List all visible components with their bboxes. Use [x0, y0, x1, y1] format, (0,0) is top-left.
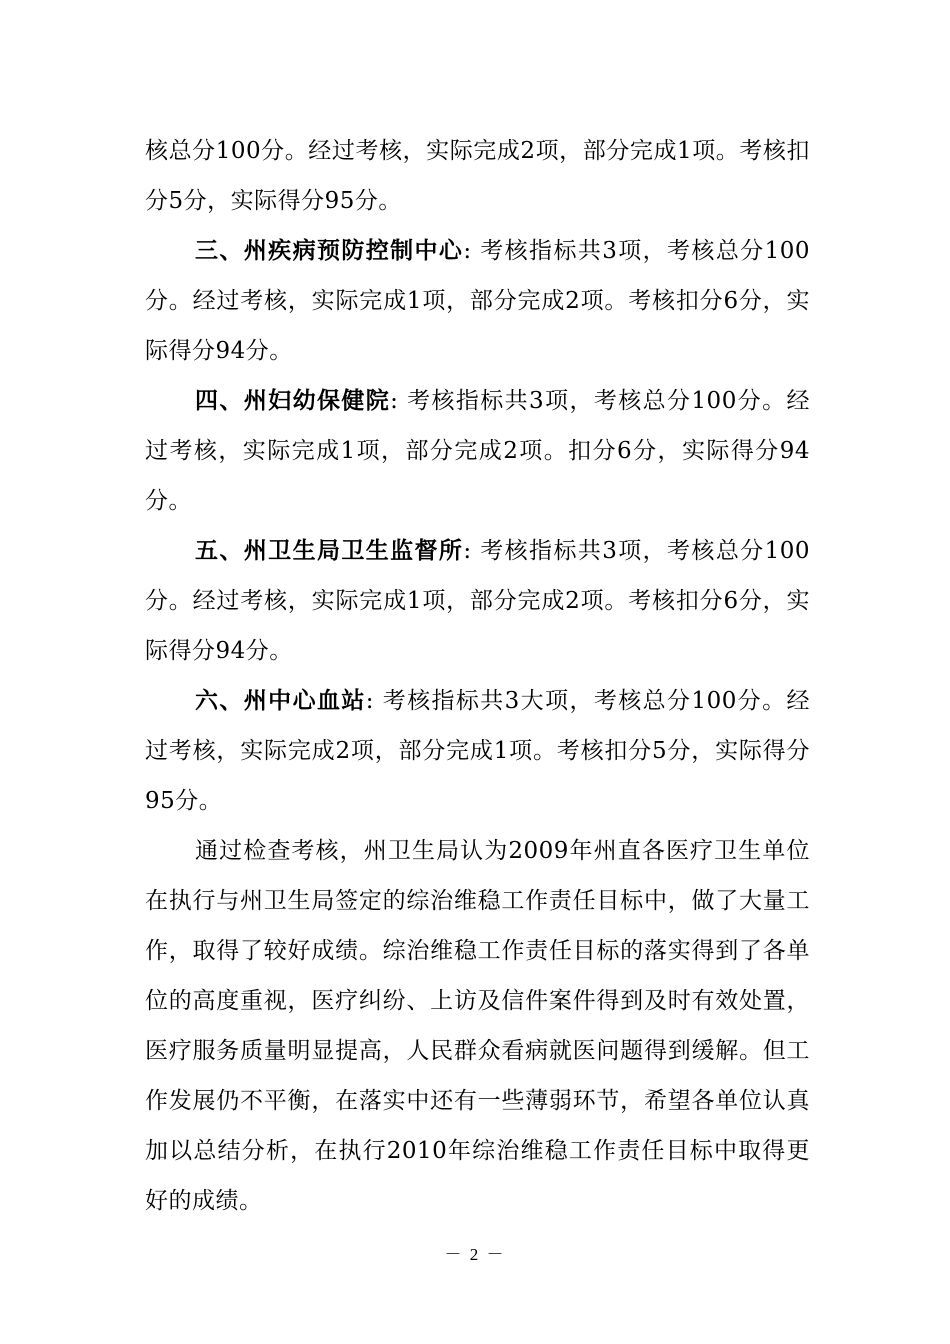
section-heading: 六、州中心血站 [195, 687, 366, 714]
section-heading: 五、州卫生局卫生监督所 [195, 537, 464, 564]
paragraph-maternal-child-hospital [145, 376, 810, 526]
document-body [145, 126, 810, 1226]
paragraph-text: : 考核指标共3大项，考核总分100分。经过考核，实际完成2项，部分完成1项。考核扣分5分，实际得分95分。 [145, 688, 811, 814]
paragraph-conclusion [145, 826, 810, 1226]
paragraph-health-supervision [145, 526, 810, 676]
paragraph-text: 核总分100分。经过考核，实际完成2项，部分完成1项。考核扣分5分，实际得分95分。 [145, 138, 810, 214]
paragraph-continuation [145, 126, 810, 226]
section-heading: 四、州妇幼保健院 [195, 387, 391, 414]
page-number: － 2 － [444, 1245, 506, 1264]
paragraph-text: : 考核指标共3项，考核总分100分。经过考核，实际完成1项，部分完成2项。扣分6分，实际得分94分。 [145, 388, 811, 514]
paragraph-cdc [145, 226, 810, 376]
paragraph-text: 通过检查考核，州卫生局认为2009年州直各医疗卫生单位在执行与州卫生局签定的综治维稳工作责任目标中，做了大量工作，取得了较好成绩。综治维稳工作责任目标的落实得到了各单位的高度重视，医疗纠纷、上访及信件案件得到及时有效处置，医疗服务质量明显提高，人民群众看病就医问题得到缓解。但工作发展仍不平衡，在落实中还有一些薄弱环节，希望各单位认真加以总结分析，在执行2010年综治维稳工作责任目标中取得更好的成绩。 [145, 838, 810, 1214]
paragraph-text: : 考核指标共3项，考核总分100分。经过考核，实际完成1项，部分完成2项。考核扣分6分，实际得分94分。 [145, 238, 811, 364]
paragraph-blood-center [145, 676, 810, 826]
paragraph-text: : 考核指标共3项，考核总分100分。经过考核，实际完成1项，部分完成2项。考核扣分6分，实际得分94分。 [145, 538, 811, 664]
section-heading: 三、州疾病预防控制中心 [195, 237, 464, 264]
